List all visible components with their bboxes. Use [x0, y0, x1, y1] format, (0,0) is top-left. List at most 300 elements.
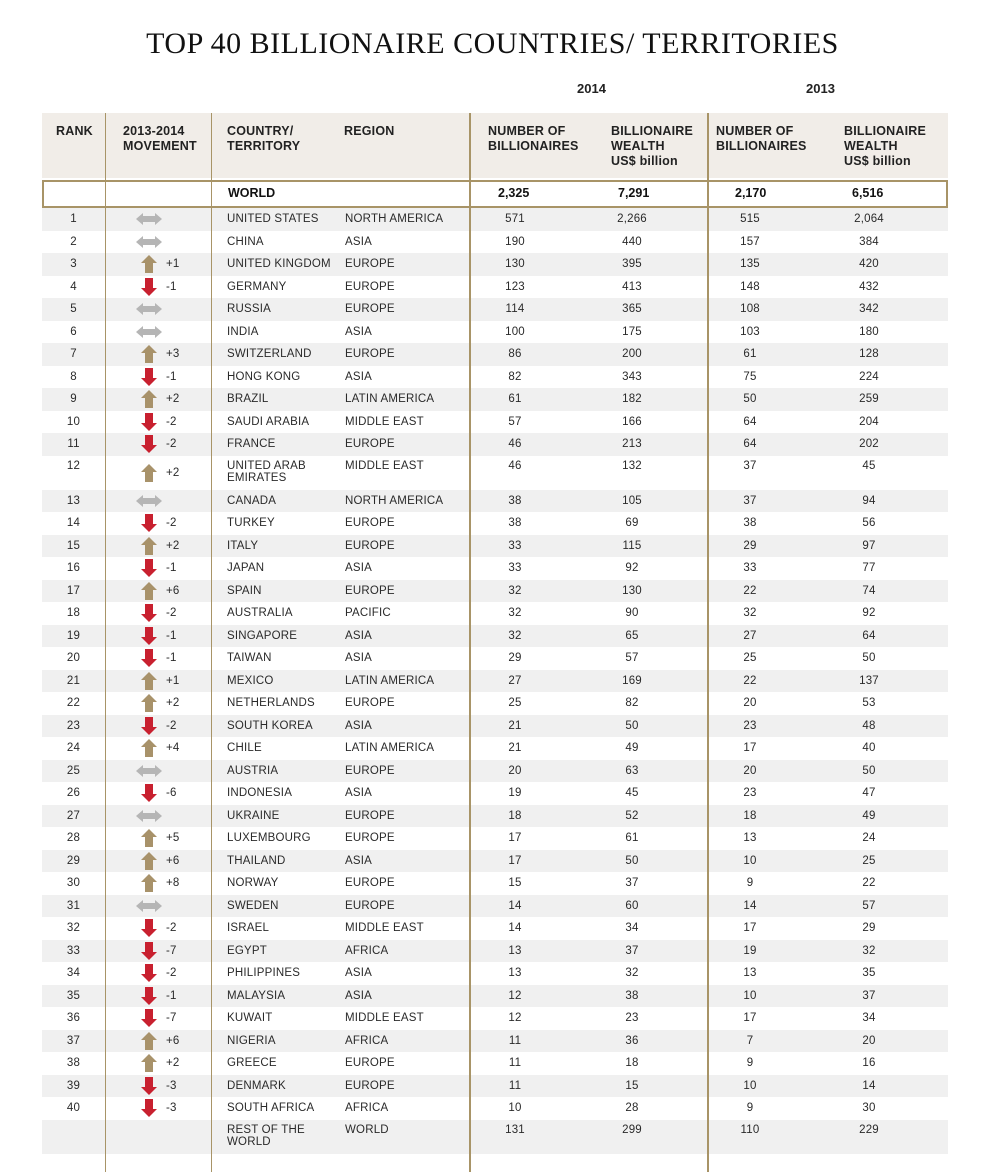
region-cell: EUROPE [345, 1079, 395, 1092]
country-cell: NETHERLANDS [227, 697, 315, 710]
wealth-2013-cell: 37 [862, 989, 876, 1002]
billionaires-2013-cell: 64 [743, 415, 757, 428]
region-cell: AFRICA [345, 944, 389, 957]
billionaires-2013-cell: 148 [740, 280, 760, 293]
column-divider [469, 113, 471, 1172]
arrow-down-icon [134, 625, 164, 648]
billionaires-2014-cell: 14 [508, 922, 522, 935]
movement-change: +1 [166, 258, 180, 271]
billionaires-2014-cell: 86 [508, 348, 522, 361]
wealth-2013-cell: 64 [862, 629, 876, 642]
country-cell: TURKEY [227, 517, 275, 530]
rank-cell: 29 [66, 854, 81, 867]
country-cell: SWEDEN [227, 899, 279, 912]
region-cell: NORTH AMERICA [345, 494, 444, 507]
arrow-up-icon [134, 670, 164, 693]
arrow-down-icon [134, 557, 164, 580]
table-row [42, 625, 948, 648]
world-label: WORLD [228, 186, 276, 200]
wealth-2014-cell: 182 [622, 393, 642, 406]
header-region: REGION [344, 124, 395, 138]
billionaires-2014-cell: 19 [508, 787, 522, 800]
region-cell: EUROPE [345, 280, 395, 293]
region-cell: AFRICA [345, 1034, 389, 1047]
billionaires-2014-cell: 46 [508, 459, 522, 472]
country-cell: SWITZERLAND [227, 348, 312, 361]
wealth-2014-cell: 90 [625, 607, 639, 620]
rank-cell: 1 [70, 213, 77, 226]
region-cell: EUROPE [345, 1057, 395, 1070]
table-row [42, 343, 948, 366]
wealth-2013-cell: 29 [862, 922, 876, 935]
rank-cell: 36 [66, 1012, 81, 1025]
movement-change [166, 298, 196, 321]
table-row [42, 1007, 948, 1030]
region-cell: MIDDLE EAST [345, 459, 424, 472]
table-row [42, 1097, 948, 1120]
arrow-down-icon [134, 715, 164, 738]
table-row [42, 580, 948, 603]
wealth-2013-cell: 229 [859, 1123, 879, 1136]
wealth-2014-cell: 32 [625, 967, 639, 980]
arrow-up-icon [134, 1052, 164, 1075]
region-cell: WORLD [345, 1123, 389, 1136]
wealth-2013-cell: 47 [862, 787, 876, 800]
wealth-2013-cell: 420 [859, 258, 879, 271]
rank-cell: 21 [66, 674, 81, 687]
table-row [42, 388, 948, 411]
billionaires-2014-cell: 38 [508, 517, 522, 530]
country-cell: UNITED ARAB EMIRATES [227, 459, 306, 484]
arrow-up-icon [134, 872, 164, 895]
wealth-2013-cell: 94 [862, 494, 876, 507]
column-divider [105, 113, 106, 1172]
billionaires-2013-cell: 9 [746, 1057, 754, 1070]
country-cell: DENMARK [227, 1079, 286, 1092]
wealth-2014-cell: 175 [622, 325, 642, 338]
table-row [42, 670, 948, 693]
rank-cell: 38 [66, 1057, 81, 1070]
header-rank: RANK [56, 124, 93, 138]
wealth-2014-cell: 15 [625, 1079, 639, 1092]
country-cell: ITALY [227, 539, 259, 552]
billionaires-2013-cell: 17 [743, 922, 757, 935]
column-divider [707, 113, 709, 1172]
wealth-2014-cell: 23 [625, 1012, 639, 1025]
country-cell: MALAYSIA [227, 989, 286, 1002]
rank-cell: 35 [66, 989, 81, 1002]
region-cell: MIDDLE EAST [345, 415, 424, 428]
billionaires-2014-cell: 100 [505, 325, 525, 338]
region-cell: ASIA [345, 629, 373, 642]
movement-change: -1 [166, 652, 177, 665]
billionaires-2013-cell: 32 [743, 607, 757, 620]
arrow-down-icon [134, 962, 164, 985]
arrow-up-icon [134, 456, 164, 490]
wealth-2014-cell: 45 [625, 787, 639, 800]
billionaires-2013-cell: 515 [740, 213, 760, 226]
wealth-2013-cell: 342 [859, 303, 879, 316]
table-row [42, 490, 948, 513]
billionaires-2013-cell: 25 [743, 652, 757, 665]
billionaires-2014-cell: 13 [508, 944, 522, 957]
wealth-2013-cell: 224 [859, 370, 879, 383]
movement-change [166, 321, 196, 344]
region-cell: MIDDLE EAST [345, 922, 424, 935]
country-cell: NORWAY [227, 877, 279, 890]
rank-cell: 12 [66, 459, 81, 472]
billionaires-2014-cell: 15 [508, 877, 522, 890]
rank-cell: 3 [70, 258, 77, 271]
wealth-2013-cell: 40 [862, 742, 876, 755]
country-cell: INDIA [227, 325, 259, 338]
wealth-2014-cell: 49 [625, 742, 639, 755]
arrow-down-icon [134, 411, 164, 434]
arrow-up-icon [134, 692, 164, 715]
region-cell: NORTH AMERICA [345, 213, 444, 226]
table-row [42, 433, 948, 456]
table-row [42, 512, 948, 535]
billionaires-2013-cell: 10 [743, 854, 757, 867]
billionaires-2013-cell: 7 [746, 1034, 754, 1047]
country-cell: BRAZIL [227, 393, 269, 406]
country-cell: SAUDI ARABIA [227, 415, 310, 428]
arrow-up-icon [134, 343, 164, 366]
wealth-2013-cell: 32 [862, 944, 876, 957]
wealth-2014-cell: 60 [625, 899, 639, 912]
movement-change: -1 [166, 280, 177, 293]
table-row [42, 208, 948, 231]
table-row [42, 557, 948, 580]
movement-change: -2 [166, 922, 177, 935]
billionaires-2013-cell: 27 [743, 629, 757, 642]
movement-change: +6 [166, 854, 180, 867]
country-cell: EGYPT [227, 944, 267, 957]
rank-cell: 30 [66, 877, 81, 890]
billionaires-2013-cell: 38 [743, 517, 757, 530]
rank-cell: 37 [66, 1034, 81, 1047]
wealth-2014-cell: 34 [625, 922, 639, 935]
wealth-2014-cell: 28 [625, 1102, 639, 1115]
rank-cell: 19 [66, 629, 81, 642]
billionaires-2014-cell: 11 [508, 1034, 522, 1047]
wealth-2013-cell: 259 [859, 393, 879, 406]
rank-cell: 2 [70, 235, 77, 248]
region-cell: EUROPE [345, 348, 395, 361]
billionaires-2014-cell: 12 [508, 1012, 522, 1025]
movement-change [166, 1120, 196, 1154]
country-cell: SPAIN [227, 584, 262, 597]
table-row [42, 647, 948, 670]
country-cell: CHINA [227, 235, 264, 248]
billionaires-2013-cell: 20 [743, 697, 757, 710]
region-cell: ASIA [345, 370, 373, 383]
region-cell: LATIN AMERICA [345, 742, 435, 755]
region-cell: ASIA [345, 967, 373, 980]
billionaires-2013-cell: 19 [743, 944, 757, 957]
wealth-2014-cell: 115 [622, 539, 642, 552]
country-cell: CHILE [227, 742, 262, 755]
rank-cell: 28 [66, 832, 81, 845]
billionaires-2013-cell: 17 [743, 742, 757, 755]
country-cell: UKRAINE [227, 809, 280, 822]
wealth-2014-cell: 37 [625, 944, 639, 957]
rank-cell: 34 [66, 967, 81, 980]
wealth-2013-cell: 25 [862, 854, 876, 867]
region-cell: EUROPE [345, 539, 395, 552]
wealth-2014-cell: 343 [622, 370, 642, 383]
wealth-2013-cell: 53 [862, 697, 876, 710]
arrow-left-right-icon [134, 231, 164, 254]
country-cell: GERMANY [227, 280, 287, 293]
arrow-down-icon [134, 433, 164, 456]
billionaires-2013-cell: 10 [743, 989, 757, 1002]
billionaires-2014-cell: 11 [508, 1057, 522, 1070]
wealth-2013-cell: 48 [862, 719, 876, 732]
billionaires-2013-cell: 9 [746, 877, 754, 890]
wealth-2013-cell: 77 [862, 562, 876, 575]
movement-change: -3 [166, 1079, 177, 1092]
rank-cell: 22 [66, 697, 81, 710]
wealth-2013-cell: 92 [862, 607, 876, 620]
wealth-2014-cell: 37 [625, 877, 639, 890]
wealth-2014-cell: 57 [625, 652, 639, 665]
billionaires-2013-cell: 10 [743, 1079, 757, 1092]
movement-change: +4 [166, 742, 180, 755]
header-number-2014: NUMBER OF BILLIONAIRES [488, 124, 579, 153]
billionaires-2014-cell: 17 [508, 854, 522, 867]
wealth-2013-cell: 74 [862, 584, 876, 597]
wealth-2013-cell: 35 [862, 967, 876, 980]
arrow-left-right-icon [134, 895, 164, 918]
table-row [42, 1075, 948, 1098]
arrow-up-icon [134, 737, 164, 760]
wealth-2014-cell: 365 [622, 303, 642, 316]
movement-change: -1 [166, 370, 177, 383]
wealth-2014-cell: 65 [625, 629, 639, 642]
country-cell: FRANCE [227, 438, 276, 451]
billionaires-2013-cell: 29 [743, 539, 757, 552]
arrow-down-icon [134, 1075, 164, 1098]
arrow-up-icon [134, 1030, 164, 1053]
rank-cell: 5 [70, 303, 77, 316]
billionaires-2014-cell: 46 [508, 438, 522, 451]
table-row [42, 411, 948, 434]
region-cell: EUROPE [345, 438, 395, 451]
movement-change: -2 [166, 438, 177, 451]
wealth-2013-cell: 34 [862, 1012, 876, 1025]
billionaires-2013-cell: 13 [743, 832, 757, 845]
arrow-up-icon [134, 535, 164, 558]
table-row [42, 1052, 948, 1075]
arrow-down-icon [134, 1007, 164, 1030]
region-cell: EUROPE [345, 697, 395, 710]
movement-change [166, 760, 196, 783]
billionaires-2013-cell: 22 [743, 674, 757, 687]
header-number-2013: NUMBER OF BILLIONAIRES [716, 124, 807, 153]
billionaires-2013-cell: 23 [743, 787, 757, 800]
movement-change: +2 [166, 466, 180, 479]
movement-change: +2 [166, 393, 180, 406]
wealth-2014-cell: 82 [625, 697, 639, 710]
arrow-up-icon [134, 388, 164, 411]
region-cell: EUROPE [345, 832, 395, 845]
movement-change: -2 [166, 517, 177, 530]
world-number-2013: 2,170 [735, 186, 767, 200]
rank-cell: 8 [70, 370, 77, 383]
rank-cell [42, 1120, 105, 1158]
table-row [42, 872, 948, 895]
billionaires-2014-cell: 114 [505, 303, 525, 316]
table-row [42, 602, 948, 625]
billionaires-2014-cell: 123 [505, 280, 525, 293]
billionaires-2014-cell: 33 [508, 539, 522, 552]
country-cell: AUSTRIA [227, 764, 279, 777]
billionaires-2013-cell: 14 [743, 899, 757, 912]
country-cell: KUWAIT [227, 1012, 273, 1025]
billionaires-2014-cell: 10 [508, 1102, 522, 1115]
wealth-2013-cell: 384 [859, 235, 879, 248]
rank-cell: 4 [70, 280, 77, 293]
region-cell: MIDDLE EAST [345, 1012, 424, 1025]
billionaires-2014-cell: 33 [508, 562, 522, 575]
wealth-2014-cell: 105 [622, 494, 642, 507]
region-cell: EUROPE [345, 258, 395, 271]
country-cell: INDONESIA [227, 787, 293, 800]
country-cell: SOUTH KOREA [227, 719, 313, 732]
billionaires-2013-cell: 108 [740, 303, 760, 316]
country-cell: THAILAND [227, 854, 286, 867]
table-row [42, 253, 948, 276]
wealth-2013-cell: 204 [859, 415, 879, 428]
billionaires-2014-cell: 14 [508, 899, 522, 912]
billionaires-2014-cell: 571 [505, 213, 525, 226]
movement-change: -7 [166, 1012, 177, 1025]
arrow-down-icon [134, 512, 164, 535]
table-row [42, 366, 948, 389]
arrow-left-right-icon [134, 760, 164, 783]
wealth-2013-cell: 2,064 [854, 213, 884, 226]
billionaires-2014-cell: 32 [508, 607, 522, 620]
country-cell: JAPAN [227, 562, 265, 575]
rank-cell: 10 [66, 415, 81, 428]
wealth-2014-cell: 2,266 [617, 213, 647, 226]
billionaires-2014-cell: 29 [508, 652, 522, 665]
billionaires-2014-cell: 20 [508, 764, 522, 777]
billionaires-2014-cell: 21 [508, 719, 522, 732]
table-row [42, 1120, 948, 1154]
billionaires-2014-cell: 25 [508, 697, 522, 710]
billionaires-2013-cell: 13 [743, 967, 757, 980]
billionaires-2013-cell: 157 [740, 235, 760, 248]
movement-change: -3 [166, 1102, 177, 1115]
table-row [42, 737, 948, 760]
region-cell: AFRICA [345, 1102, 389, 1115]
wealth-2014-cell: 52 [625, 809, 639, 822]
arrow-left-right-icon [134, 298, 164, 321]
billionaires-2014-cell: 38 [508, 494, 522, 507]
table-row [42, 917, 948, 940]
country-cell: UNITED STATES [227, 213, 319, 226]
table-row [42, 805, 948, 828]
arrow-left-right-icon [134, 805, 164, 828]
wealth-2014-cell: 440 [622, 235, 642, 248]
arrow-up-icon [134, 850, 164, 873]
billionaires-2014-cell: 27 [508, 674, 522, 687]
region-cell: ASIA [345, 235, 373, 248]
rank-cell: 6 [70, 325, 77, 338]
billionaires-2014-cell: 190 [505, 235, 525, 248]
billionaires-2014-cell: 17 [508, 832, 522, 845]
arrow-down-icon [134, 1097, 164, 1120]
country-cell: HONG KONG [227, 370, 301, 383]
movement-change: -2 [166, 415, 177, 428]
arrow-down-icon [134, 647, 164, 670]
billionaires-2013-cell: 22 [743, 584, 757, 597]
table-row [42, 692, 948, 715]
arrow-down-icon [134, 366, 164, 389]
rank-cell: 32 [66, 922, 81, 935]
rank-cell: 39 [66, 1079, 81, 1092]
billionaires-2014-cell: 32 [508, 584, 522, 597]
billionaires-2013-cell: 50 [743, 393, 757, 406]
wealth-2014-cell: 299 [622, 1123, 642, 1136]
billionaires-2013-cell: 37 [743, 459, 757, 472]
table-row [42, 715, 948, 738]
billionaires-2013-cell: 37 [743, 494, 757, 507]
billionaires-2013-cell: 9 [746, 1102, 754, 1115]
world-wealth-2014: 7,291 [618, 186, 650, 200]
rank-cell: 27 [66, 809, 81, 822]
region-cell: ASIA [345, 652, 373, 665]
rank-cell: 7 [70, 348, 77, 361]
region-cell: LATIN AMERICA [345, 674, 435, 687]
header-country: COUNTRY/ TERRITORY [227, 124, 301, 153]
wealth-2014-cell: 132 [622, 459, 642, 472]
world-total-row [42, 180, 948, 208]
wealth-2014-cell: 413 [622, 280, 642, 293]
wealth-2013-cell: 432 [859, 280, 879, 293]
rank-cell: 20 [66, 652, 81, 665]
wealth-2014-cell: 200 [622, 348, 642, 361]
movement-change: +2 [166, 1057, 180, 1070]
wealth-2014-cell: 63 [625, 764, 639, 777]
wealth-2013-cell: 20 [862, 1034, 876, 1047]
rank-cell: 25 [66, 764, 81, 777]
movement-change: +6 [166, 1034, 180, 1047]
movement-change: -2 [166, 719, 177, 732]
wealth-2013-cell: 24 [862, 832, 876, 845]
movement-change: -6 [166, 787, 177, 800]
arrow-down-icon [134, 602, 164, 625]
table-row [42, 985, 948, 1008]
movement-change [166, 490, 196, 513]
billionaires-2013-cell: 17 [743, 1012, 757, 1025]
billionaires-2014-cell: 130 [505, 258, 525, 271]
table-row [42, 760, 948, 783]
billionaires-2014-cell: 12 [508, 989, 522, 1002]
billionaires-2013-cell: 103 [740, 325, 760, 338]
rank-cell: 15 [66, 539, 81, 552]
table-row [42, 895, 948, 918]
region-cell: ASIA [345, 854, 373, 867]
arrow-up-icon [134, 253, 164, 276]
table-row [42, 298, 948, 321]
wealth-2013-cell: 56 [862, 517, 876, 530]
wealth-2014-cell: 213 [622, 438, 642, 451]
arrow-left-right-icon [134, 490, 164, 513]
billionaires-2014-cell: 82 [508, 370, 522, 383]
